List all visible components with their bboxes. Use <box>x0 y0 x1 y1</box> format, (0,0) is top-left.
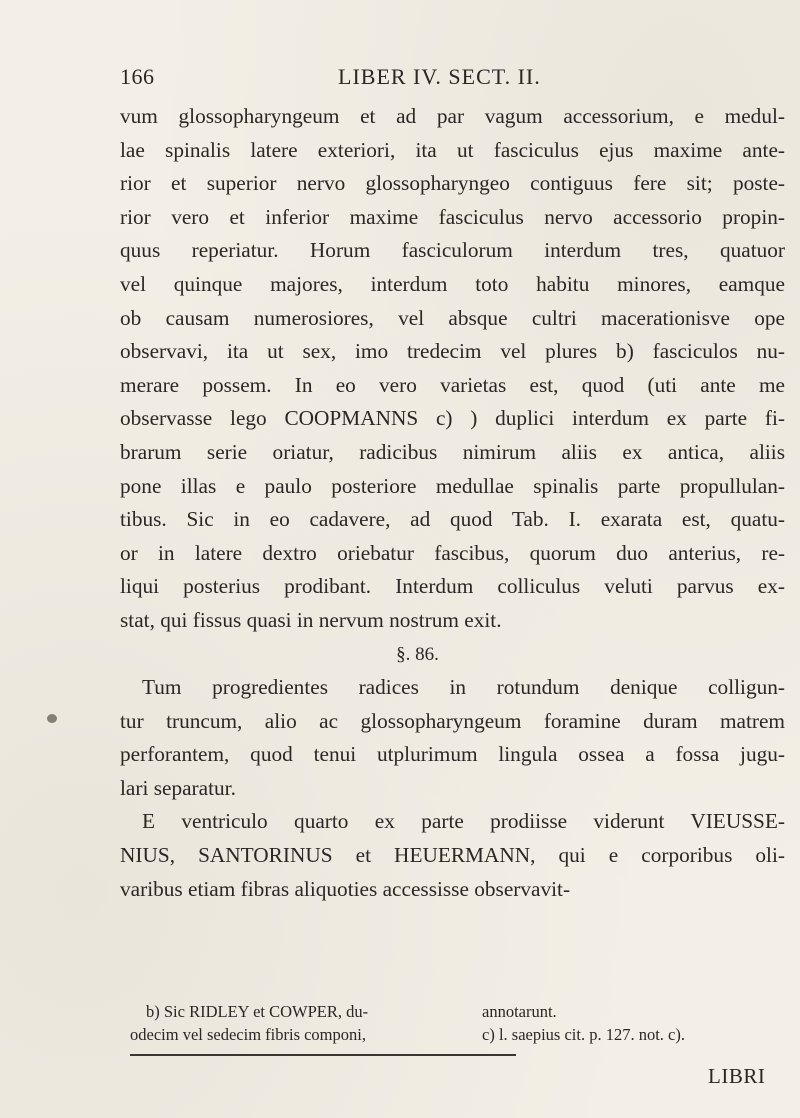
text-line: rior et superior nervo glossopharyngeo contiguus fere sit; poste- <box>120 171 785 196</box>
text-line: lari separatur. <box>120 775 236 800</box>
footnote-b-continuation: annotarunt. <box>482 1002 557 1021</box>
ink-blot <box>47 714 57 723</box>
footnote-rule <box>130 1054 516 1056</box>
text-line: tibus. Sic in eo cadavere, ad quod Tab. I. exarata est, quatu- <box>120 507 785 532</box>
text-line: varibus etiam fibras aliquoties accessisse observavit- <box>120 876 571 901</box>
footnote-row <box>130 1000 760 1023</box>
text-line: lae spinalis latere exteriori, ita ut fasciculus ejus maxime ante- <box>120 137 785 162</box>
footnote-b-line2: odecim vel sedecim fibris componi, <box>130 1025 366 1044</box>
page-header <box>120 64 760 96</box>
text-line: vel quinque majores, interdum toto habitu minores, eamque <box>120 271 785 296</box>
text-line: ob causam numerosiores, vel absque cultri macerationisve ope <box>120 305 785 330</box>
section-number: §. 86. <box>396 643 439 665</box>
text-line: vum glossopharyngeum et ad par vagum accessorium, e medul- <box>120 104 785 128</box>
text-line: observasse lego COOPMANNS c) ) duplici interdum ex parte fi- <box>120 406 785 431</box>
text-line: or in latere dextro oriebatur fascibus, quorum duo anterius, re- <box>120 540 785 565</box>
text-line: observavi, ita ut sex, imo tredecim vel plures b) fasciculos nu- <box>120 339 785 364</box>
running-head: LIBER IV. SECT. II. <box>338 64 541 89</box>
footnote-b: b) Sic RIDLEY et COWPER, du- <box>146 1002 369 1021</box>
text-line: tur truncum, alio ac glossopharyngeum foramine duram matrem <box>120 708 785 733</box>
text-line: brarum serie oriatur, radicibus nimirum aliis ex antica, aliis <box>120 439 785 464</box>
footnotes <box>130 1000 760 1046</box>
page-number: 166 <box>120 64 155 89</box>
text-line: E ventriculo quarto ex parte prodiisse viderunt VIEUSSE- <box>142 809 785 834</box>
text-line: Tum progredientes radices in rotundum denique colligun- <box>142 675 785 700</box>
text-line: liqui posterius prodibant. Interdum colliculus veluti parvus ex- <box>120 574 785 599</box>
main-text <box>120 100 785 906</box>
text-line: pone illas e paulo posteriore medullae spinalis parte propullulan- <box>120 473 785 498</box>
text-line: quus reperiatur. Horum fasciculorum interdum tres, quatuor <box>120 238 785 263</box>
text-line: perforantem, quod tenui utplurimum lingula ossea a fossa jugu- <box>120 742 785 767</box>
footnote-c: c) l. saepius cit. p. 127. not. c). <box>482 1025 685 1044</box>
text-line: NIUS, SANTORINUS et HEUERMANN, qui e corporibus oli- <box>120 843 785 868</box>
text-line: rior vero et inferior maxime fasciculus nervo accessorio propin- <box>120 204 785 229</box>
catchword: LIBRI <box>708 1064 766 1088</box>
text-line: stat, qui fissus quasi in nervum nostrum exit. <box>120 607 502 632</box>
text-line: merare possem. In eo vero varietas est, quod (uti ante me <box>120 372 785 397</box>
footnote-row <box>130 1023 760 1046</box>
